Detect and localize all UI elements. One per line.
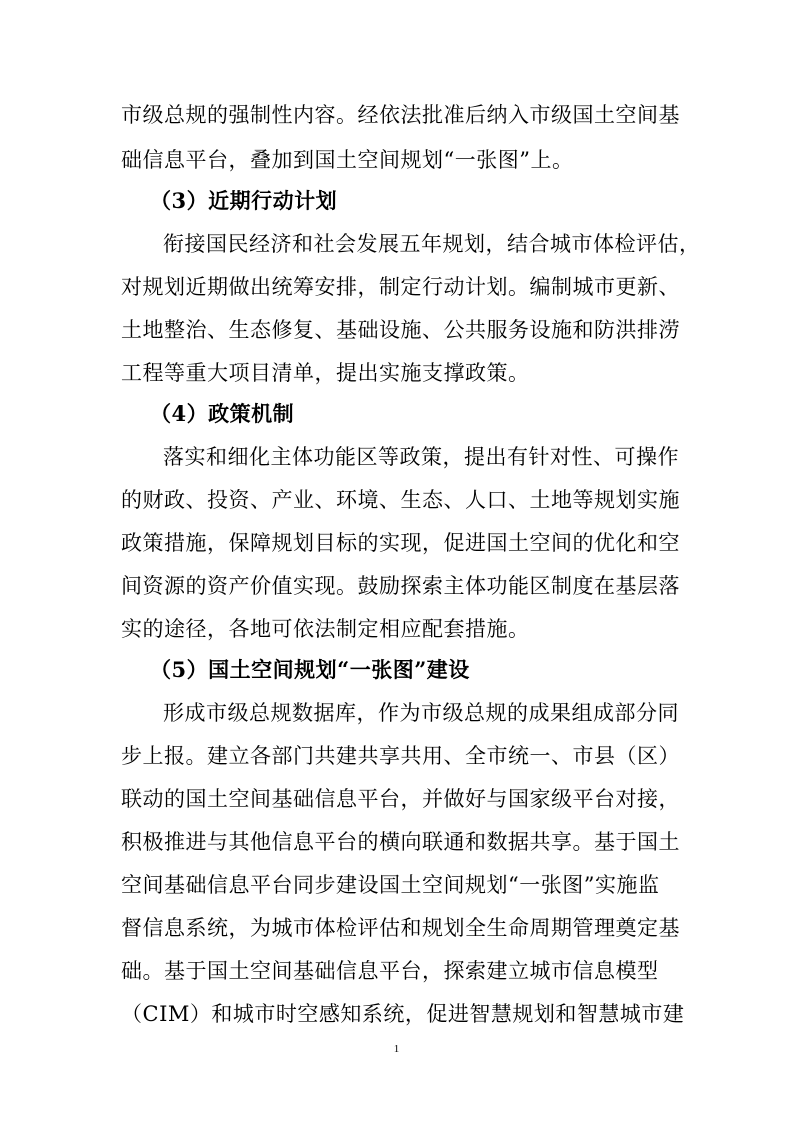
body-text-line: 对规划近期做出统筹安排，制定行动计划。编制城市更新、 [121,275,680,299]
body-text-line: 联动的国土空间基础信息平台，并做好与国家级平台对接， [121,787,680,811]
body-text-line: 督信息系统，为城市体检评估和规划全生命周期管理奠定基 [121,916,680,940]
body-text-line: 落实和细化主体功能区等政策，提出有针对性、可操作 [163,445,679,469]
body-text-line: 础信息平台，叠加到国土空间规划“一张图”上。 [121,148,574,172]
body-text-line: 市级总规的强制性内容。经依法批准后纳入市级国土空间基 [121,103,680,127]
body-text-line: 空间基础信息平台同步建设国土空间规划“一张图”实施监 [121,873,660,897]
body-text-line: 积极推进与其他信息平台的横向联通和数据共享。基于国土 [121,830,680,854]
body-text-line: 土地整治、生态修复、基础设施、公共服务设施和防洪排涝 [121,318,680,342]
body-text-line: 间资源的资产价值实现。鼓励探索主体功能区制度在基层落 [121,574,680,598]
body-text-line: （CIM）和城市时空感知系统，促进智慧规划和智慧城市建 [121,1002,685,1026]
body-text-line: 工程等重大项目清单，提出实施支撑政策。 [121,361,530,385]
body-text-line: 的财政、投资、产业、环境、生态、人口、土地等规划实施 [121,488,680,512]
section-heading-near-term-action-plan: （3）近期行动计划 [150,188,338,213]
body-text-line: 形成市级总规数据库，作为市级总规的成果组成部分同 [163,701,679,725]
page-number: 1 [393,1043,400,1055]
body-text-line: 实的途径，各地可依法制定相应配套措施。 [121,617,530,641]
body-text-line: 础。基于国土空间基础信息平台，探索建立城市信息模型 [121,959,659,983]
section-heading-one-map-construction: （5）国土空间规划“一张图”建设 [150,657,470,682]
body-text-line: 政策措施，保障规划目标的实现，促进国土空间的优化和空 [121,531,680,555]
body-text-line: 衔接国民经济和社会发展五年规划，结合城市体检评估， [163,232,701,256]
section-heading-policy-mechanism: （4）政策机制 [150,401,295,426]
body-text-line: 步上报。建立各部门共建共享共用、全市统一、市县（区） [121,744,680,768]
